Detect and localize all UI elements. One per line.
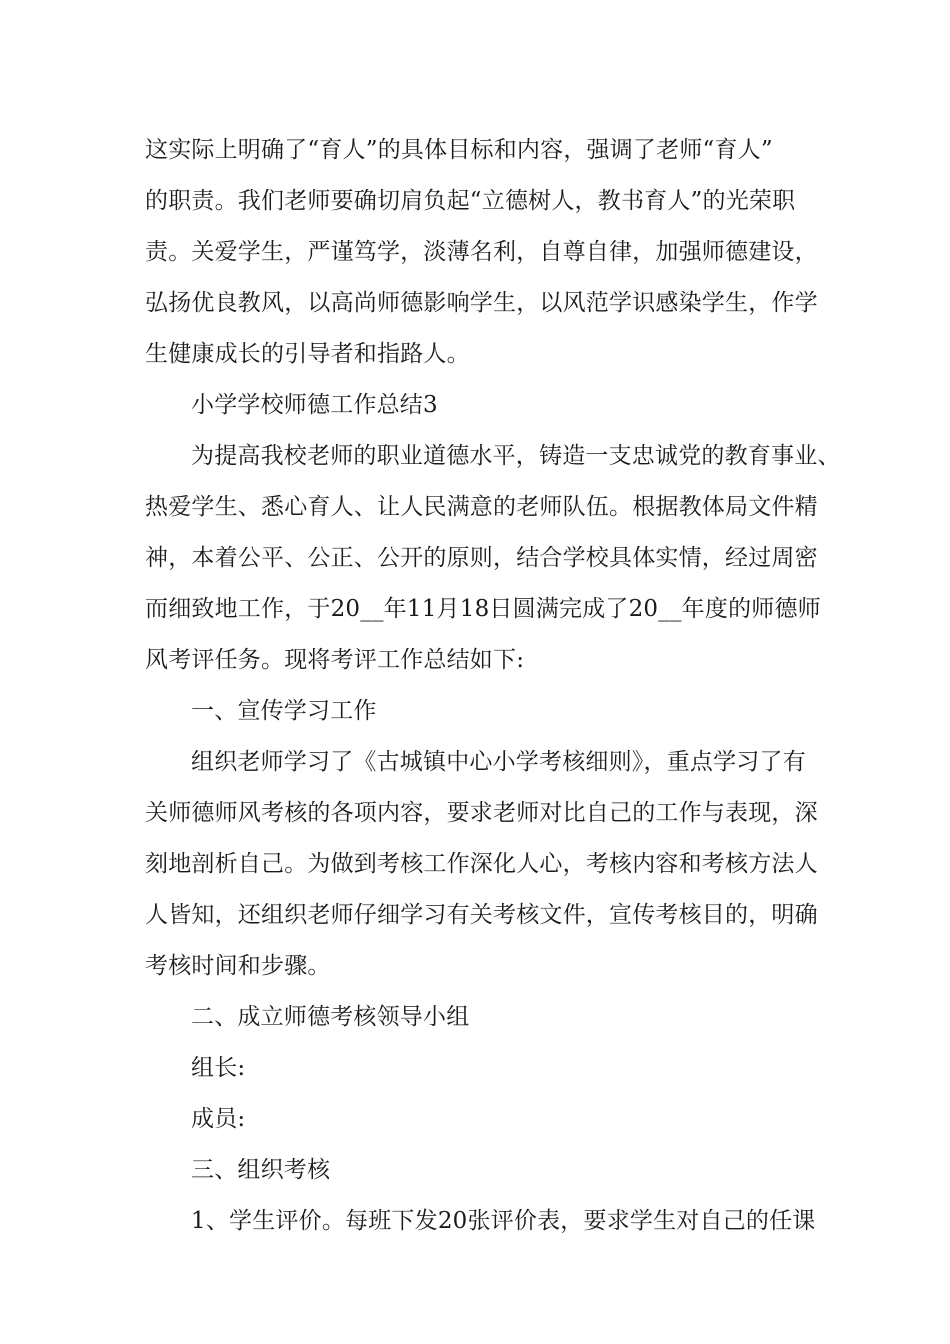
section-heading: 二、成立师德考核领导小组: [191, 1004, 470, 1030]
paragraph-line: 风考评任务。现将考评工作总结如下:: [145, 647, 525, 673]
paragraph-line: 弘扬优良教风，以高尚师德影响学生，以风范学识感染学生，作学: [145, 290, 818, 316]
paragraph-line: 刻地剖析自己。为做到考核工作深化人心，考核内容和考核方法人: [145, 851, 818, 877]
section-title: 小学学校师德工作总结3: [191, 392, 438, 418]
paragraph-line: 为提高我校老师的职业道德水平，铸造一支忠诚党的教育事业、: [191, 443, 841, 469]
members-field: 成员:: [191, 1106, 246, 1132]
paragraph-line: 生健康成长的引导者和指路人。: [145, 341, 470, 367]
paragraph-line: 组织老师学习了《古城镇中心小学考核细则》，重点学习了有: [191, 749, 806, 775]
document-body: [145, 125, 841, 1247]
paragraph-line: 关师德师风考核的各项内容，要求老师对比自己的工作与表现，深: [145, 800, 818, 826]
section-heading: 一、宣传学习工作: [191, 698, 377, 724]
paragraph-line: 的职责。我们老师要确切肩负起“立德树人，教书育人”的光荣职: [145, 188, 796, 214]
paragraph-line: 热爱学生、悉心育人、让人民满意的老师队伍。根据教体局文件精: [145, 494, 818, 520]
paragraph-line: 人皆知，还组织老师仔细学习有关考核文件，宣传考核目的，明确: [145, 902, 818, 928]
leader-field: 组长:: [191, 1055, 246, 1081]
paragraph-line: 这实际上明确了“育人”的具体目标和内容，强调了老师“育人”: [145, 137, 773, 163]
paragraph-line: 而细致地工作，于20__年11月18日圆满完成了20__年度的师德师: [145, 596, 821, 622]
paragraph-line: 责。关爱学生，严谨笃学，淡薄名利，自尊自律，加强师德建设，: [145, 239, 818, 265]
paragraph-line: 1、学生评价。每班下发20张评价表，要求学生对自己的任课: [191, 1208, 816, 1234]
section-heading: 三、组织考核: [191, 1157, 331, 1183]
paragraph-line: 考核时间和步骤。: [145, 953, 331, 979]
paragraph-line: 神，本着公平、公正、公开的原则，结合学校具体实情，经过周密: [145, 545, 818, 571]
